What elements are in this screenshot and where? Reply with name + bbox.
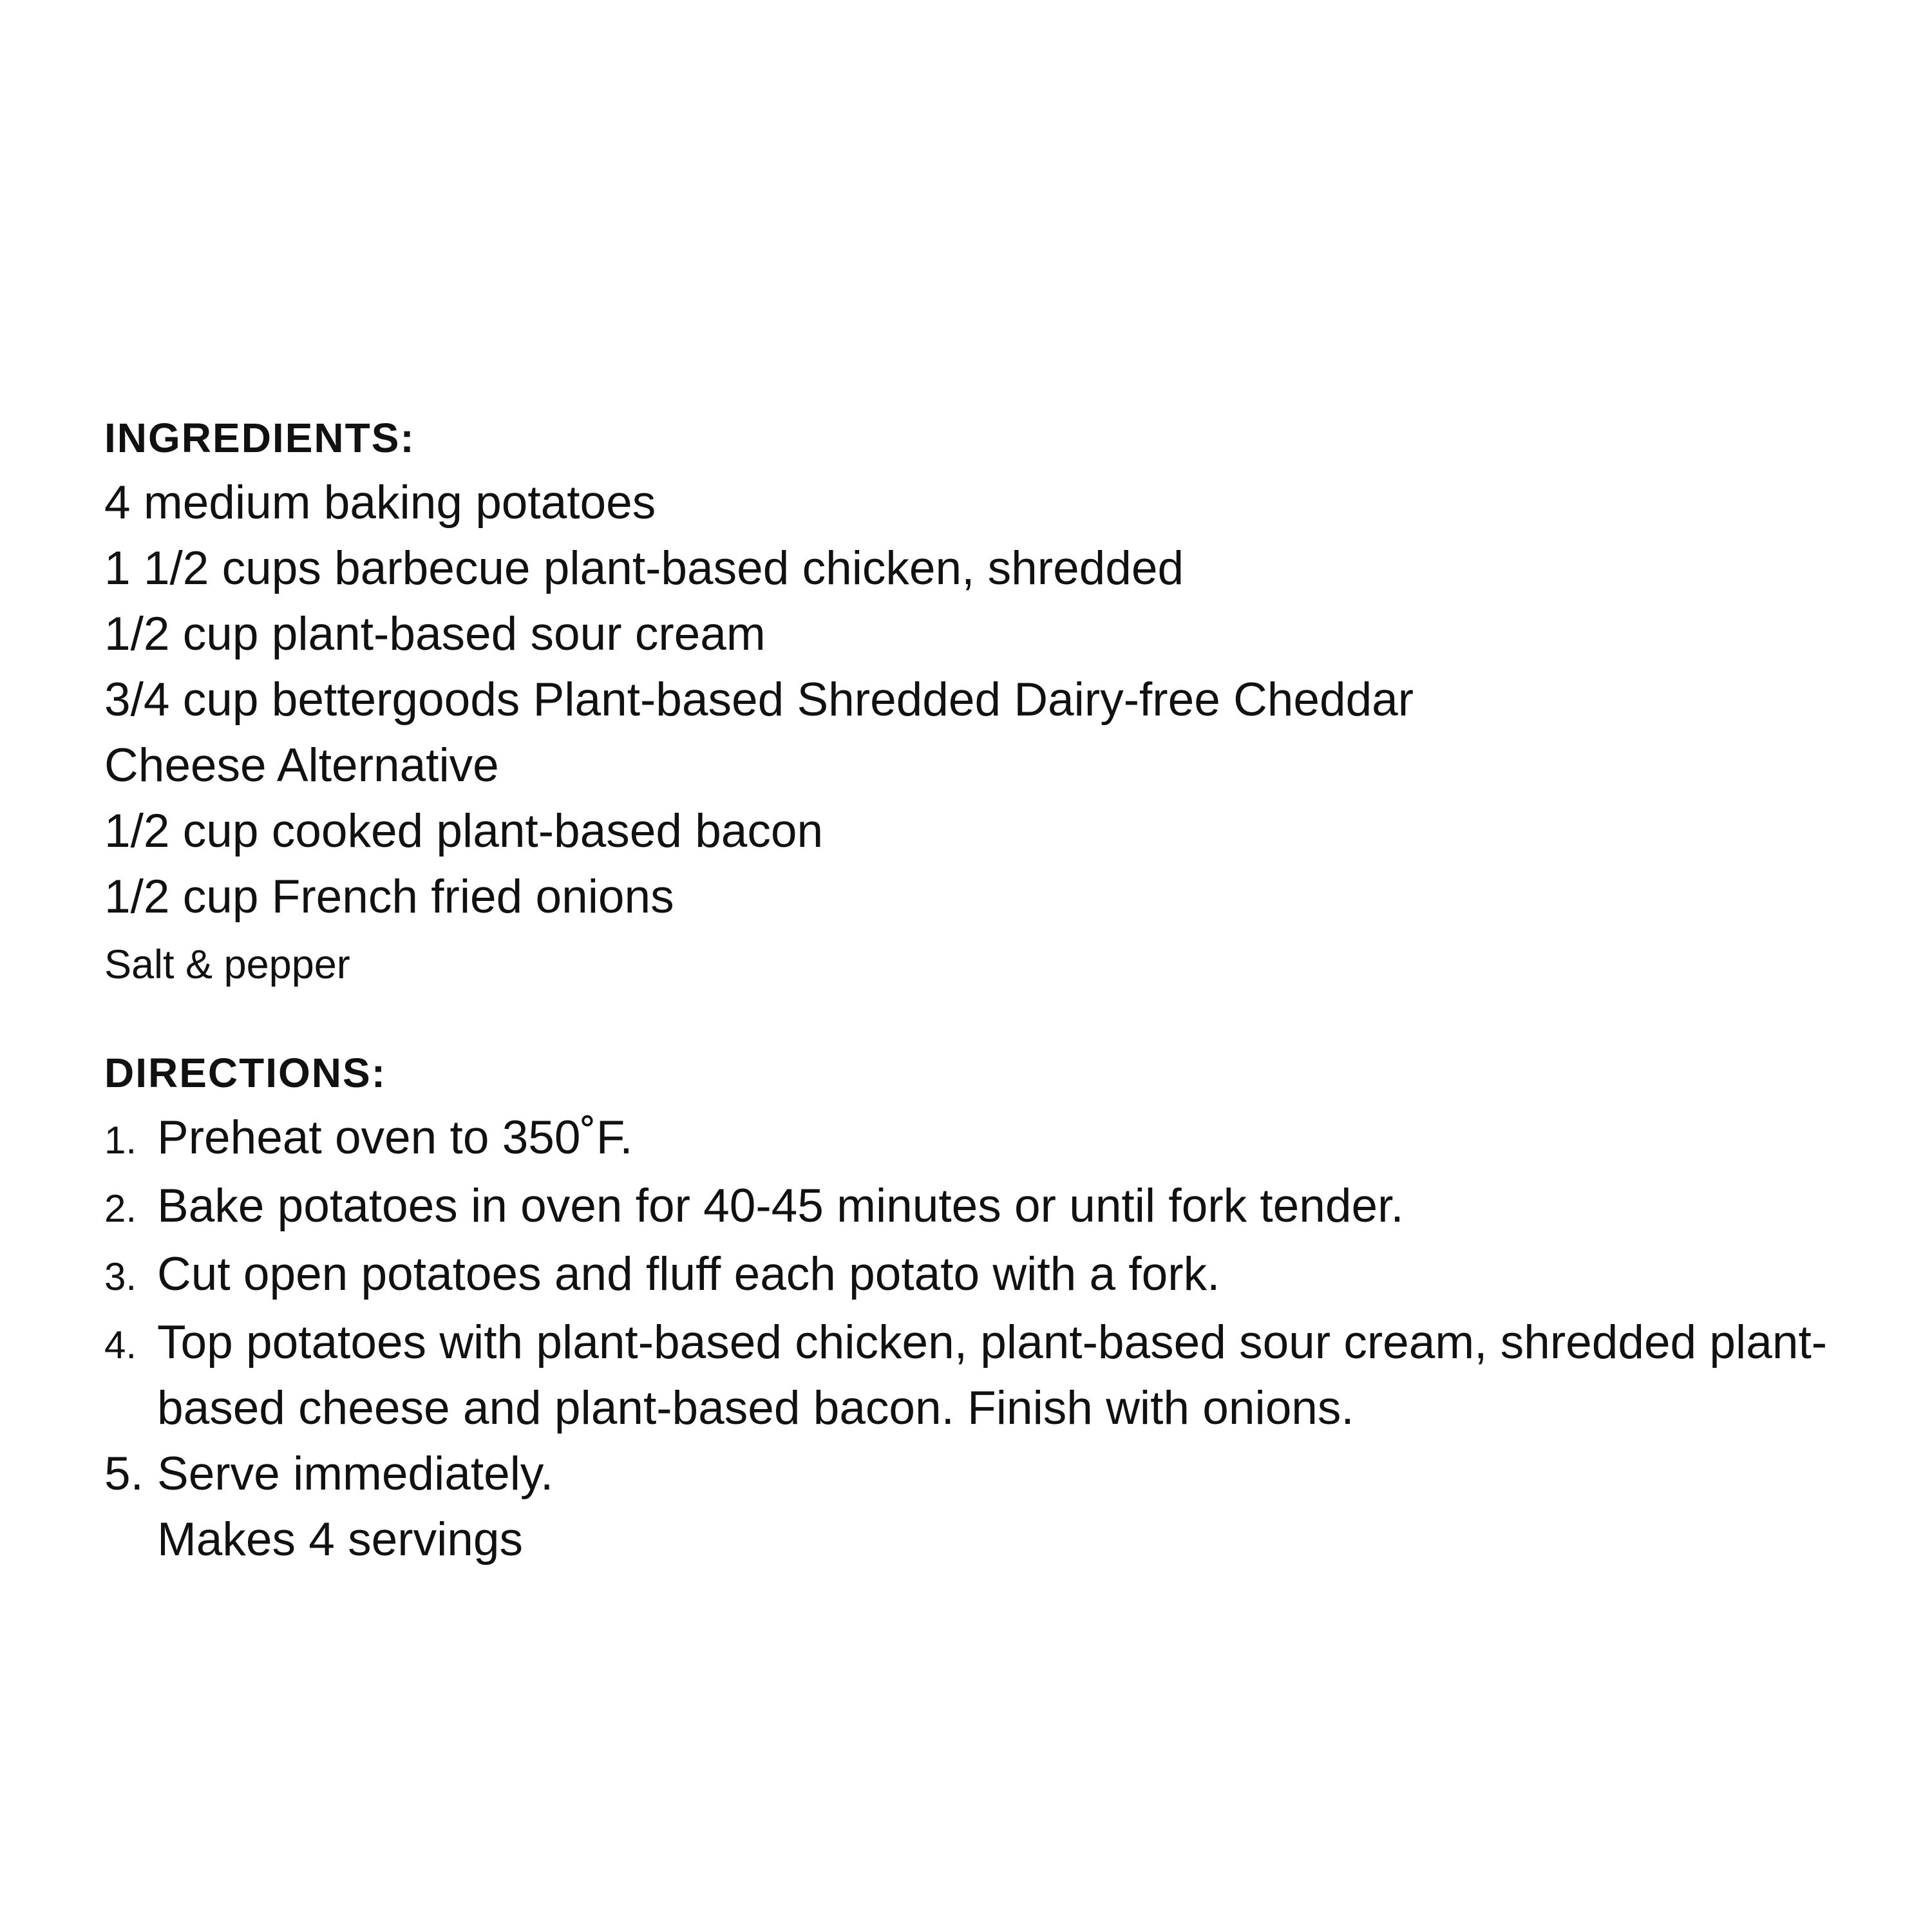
ingredient-item: 1 1/2 cups barbecue plant-based chicken, shredded [104,542,1184,594]
direction-step [104,1173,1843,1242]
step-number: 4. [104,1323,137,1367]
step-number: 1. [104,1119,137,1162]
direction-step [104,1441,1843,1507]
step-number: 5. [104,1448,144,1500]
ingredient-item: Salt & pepper [104,942,350,987]
ingredient-item: 1/2 cup plant-based sour cream [104,608,766,660]
ingredient-item: Cheese Alternative [104,739,499,791]
step-text: Cut open potatoes and fluff each potato with a fork. [157,1248,1220,1300]
directions-heading: DIRECTIONS: [104,1050,386,1096]
step-text: Bake potatoes in oven for 40-45 minutes or until fork tender. [157,1180,1404,1232]
recipe-card [104,406,1843,1573]
step-number: 3. [104,1255,137,1298]
direction-step [104,1242,1843,1310]
ingredient-item: 3/4 cup bettergoods Plant-based Shredded Dairy-free Cheddar [104,674,1414,726]
ingredient-item: 1/2 cup French fried onions [104,871,674,923]
servings-note: Makes 4 servings [157,1513,523,1566]
direction-step [104,1310,1843,1441]
ingredient-item: 4 medium baking potatoes [104,477,656,529]
step-text: Preheat oven to 350˚F. [157,1112,633,1164]
direction-step [104,1105,1843,1173]
step-text: Top potatoes with plant-based chicken, plant-based sour cream, shredded plant-based cheese and plant-based bacon. Finish with onions. [157,1316,1828,1434]
ingredient-item: 1/2 cup cooked plant-based bacon [104,805,824,857]
ingredients-heading: INGREDIENTS: [104,415,415,461]
directions-list [104,1105,1843,1507]
step-number: 2. [104,1187,137,1230]
ingredients-list [104,470,1843,999]
step-text: Serve immediately. [157,1448,554,1500]
